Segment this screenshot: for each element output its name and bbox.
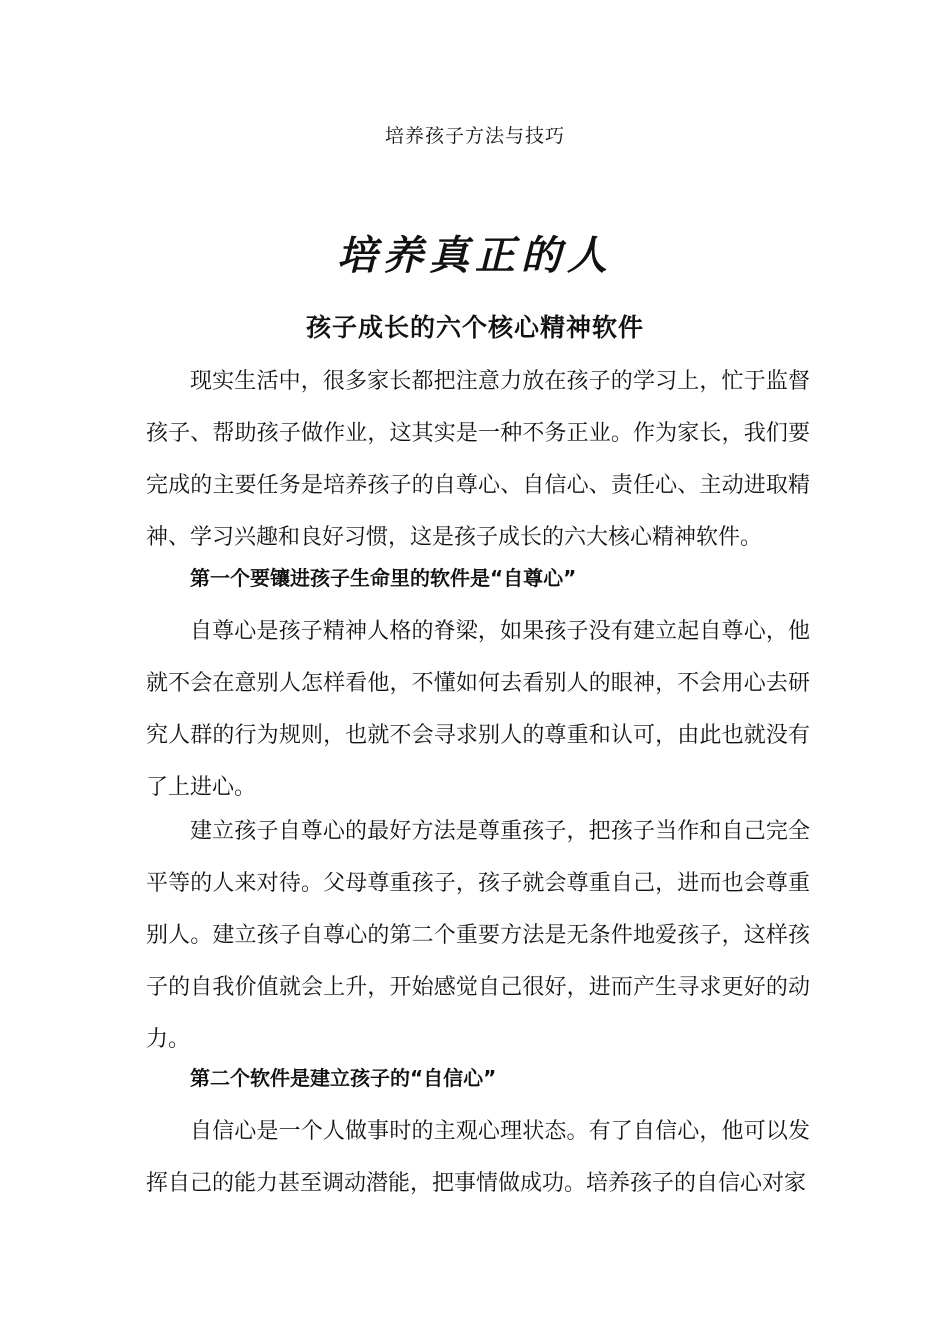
paragraph-intro: 现实生活中，很多家长都把注意力放在孩子的学习上，忙于监督孩子、帮助孩子做作业，这其实是一种不务正业。作为家长，我们要完成的主要任务是培养孩子的自尊心、自信心、责任心、主动进取精神、学习兴趣和良好习惯，这是孩子成长的六大核心精神软件。 [146,369,810,550]
section-heading-self-esteem: 第一个要镶进孩子生命里的软件是“自尊心” [190,566,577,590]
subtitle: 孩子成长的六个核心精神软件 [305,313,644,342]
paragraph-self-esteem-1: 自尊心是孩子精神人格的脊梁，如果孩子没有建立起自尊心，他就不会在意别人怎样看他，不懂如何去看别人的眼神，不会用心去研究人群的行为规则，也就不会寻求别人的尊重和认可，由此也就没有了上进心。 [146,619,810,800]
page-header: 培养孩子方法与技巧 [384,125,565,147]
paragraph-self-esteem-2: 建立孩子自尊心的最好方法是尊重孩子，把孩子当作和自己完全平等的人来对待。父母尊重孩子，孩子就会尊重自己，进而也会尊重别人。建立孩子自尊心的第二个重要方法是无条件地爱孩子，这样孩子的自我价值就会上升，开始感觉自己很好，进而产生寻求更好的动力。 [146,819,810,1052]
paragraph-self-confidence-1: 自信心是一个人做事时的主观心理状态。有了自信心，他可以发挥自己的能力甚至调动潜能，把事情做成功。培养孩子的自信心对家 [146,1119,810,1196]
main-title: 培养真正的人 [337,232,613,279]
section-heading-self-confidence: 第二个软件是建立孩子的“自信心” [190,1066,497,1090]
